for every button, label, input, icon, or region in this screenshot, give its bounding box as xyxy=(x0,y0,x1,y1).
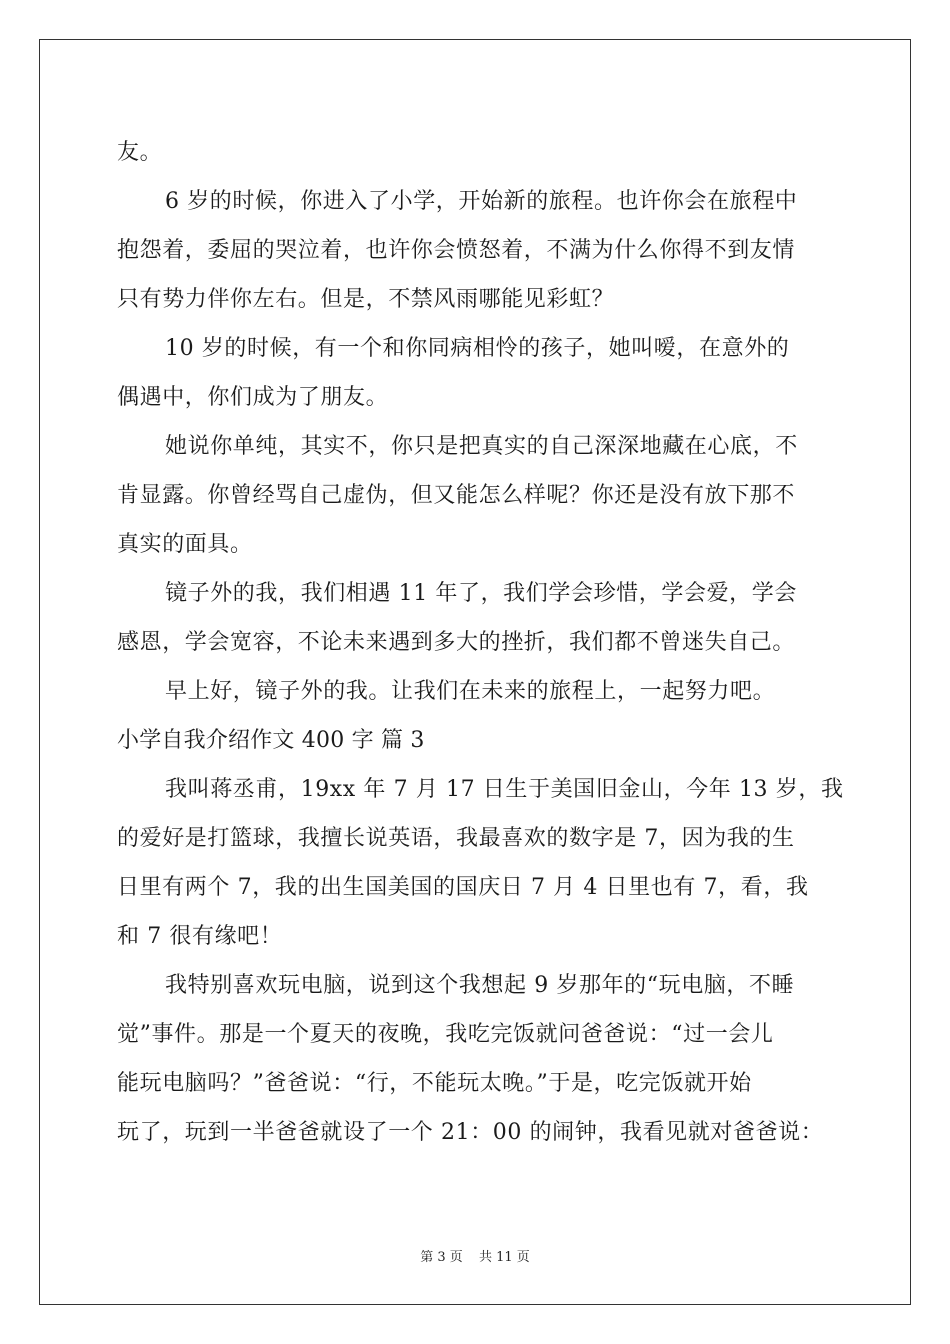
paragraph-start-line: 10 岁的时候，有一个和你同病相怜的孩子，她叫嗳，在意外的 xyxy=(165,336,790,361)
text-line: 友。 xyxy=(117,140,163,165)
page-number: 第 3 页 xyxy=(420,1250,463,1265)
page-total: 共 11 页 xyxy=(478,1250,530,1265)
section-heading: 小学自我介绍作文 400 字 篇 3 xyxy=(117,728,425,753)
text-line: 的爱好是打篮球，我擅长说英语，我最喜欢的数字是 7，因为我的生 xyxy=(117,826,795,851)
paragraph-start-line: 早上好，镜子外的我。让我们在未来的旅程上，一起努力吧。 xyxy=(165,679,776,704)
text-line: 感恩，学会宽容，不论未来遇到多大的挫折，我们都不曾迷失自己。 xyxy=(117,630,796,655)
text-line: 抱怨着，委屈的哭泣着，也许你会愤怒着，不满为什么你得不到友情 xyxy=(117,238,796,263)
text-line: 肯显露。你曾经骂自己虚伪，但又能怎么样呢？你还是没有放下那不 xyxy=(117,483,796,508)
text-line: 偶遇中，你们成为了朋友。 xyxy=(117,385,389,410)
text-line: 只有势力伴你左右。但是，不禁风雨哪能见彩虹？ xyxy=(117,287,615,312)
text-line: 能玩电脑吗？”爸爸说：“行，不能玩太晚。”于是，吃完饭就开始 xyxy=(117,1071,752,1096)
paragraph-start-line: 我叫蒋丞甫，19xx 年 7 月 17 日生于美国旧金山，今年 13 岁，我 xyxy=(165,777,844,802)
text-line: 日里有两个 7，我的出生国美国的国庆日 7 月 4 日里也有 7，看，我 xyxy=(117,875,809,900)
text-line: 和 7 很有缘吧！ xyxy=(117,924,283,949)
paragraph-start-line: 镜子外的我，我们相遇 11 年了，我们学会珍惜，学会爱，学会 xyxy=(165,581,797,606)
text-line: 玩了，玩到一半爸爸就设了一个 21：00 的闹钟，我看见就对爸爸说： xyxy=(117,1120,824,1145)
document-body xyxy=(117,128,844,1157)
paragraph-start-line: 6 岁的时候，你进入了小学，开始新的旅程。也许你会在旅程中 xyxy=(165,189,798,214)
paragraph-start-line: 她说你单纯，其实不，你只是把真实的自己深深地藏在心底，不 xyxy=(165,434,798,459)
paragraph-start-line: 我特别喜欢玩电脑，说到这个我想起 9 岁那年的“玩电脑，不睡 xyxy=(165,973,795,998)
text-line: 觉”事件。那是一个夏天的夜晚，我吃完饭就问爸爸说：“过一会儿 xyxy=(117,1022,774,1047)
text-line: 真实的面具。 xyxy=(117,532,253,557)
page-footer xyxy=(0,1246,950,1265)
